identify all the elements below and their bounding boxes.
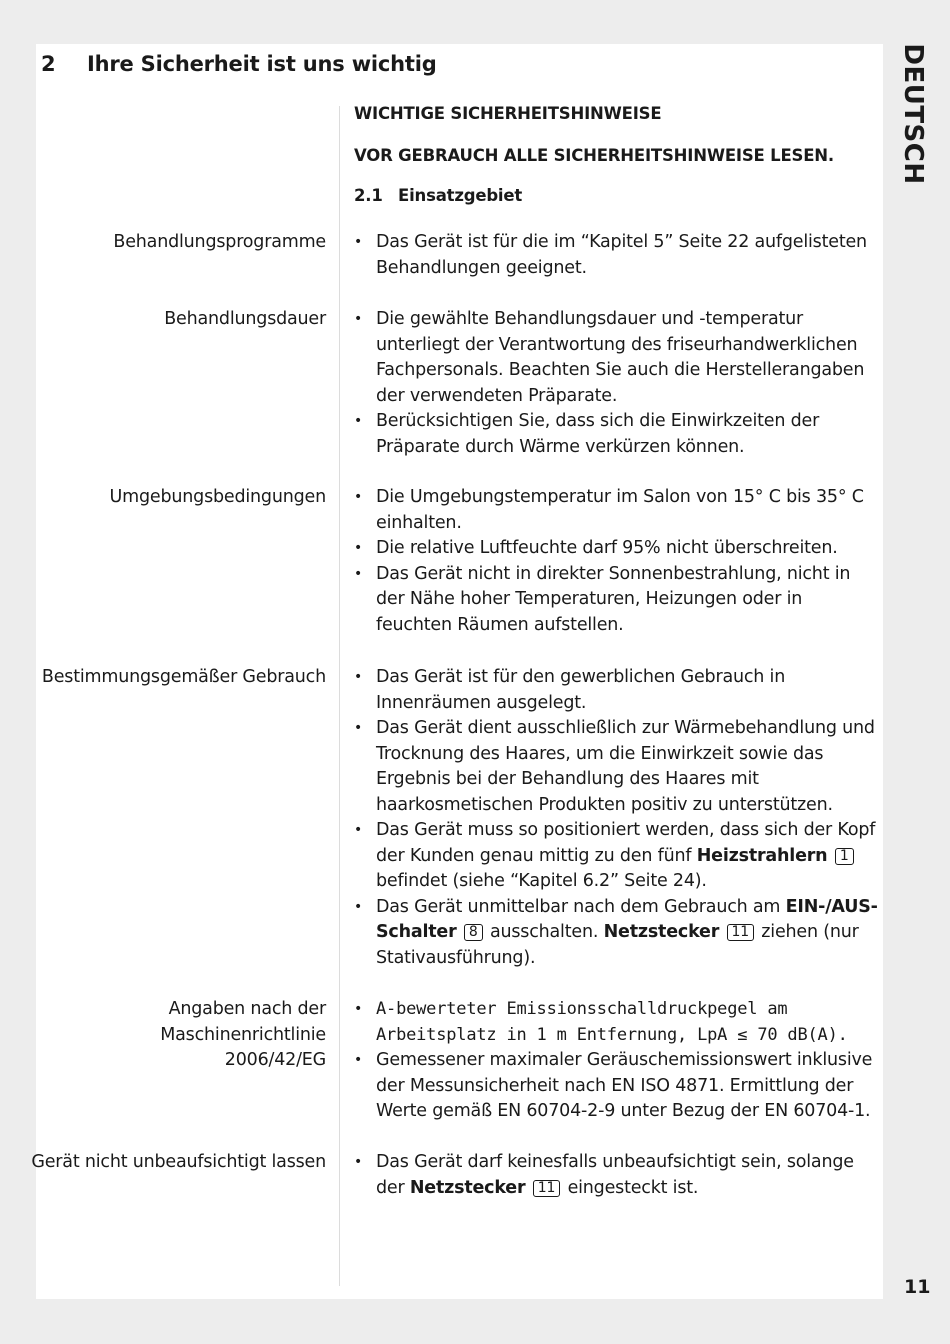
- list-item-switch: • Das Gerät unmittelbar nach dem Gebrauch am EIN-/AUS-Schalter 8 ausschalten. Netzstecker 11 ziehen (nur Stativausführung).: [354, 895, 879, 972]
- reference-number-badge: 11: [533, 1180, 560, 1197]
- term-netzstecker: Netzstecker: [409, 1177, 526, 1198]
- term-heizstrahlern: Heizstrahlern: [696, 845, 828, 866]
- language-label: DEUTSCH: [898, 42, 928, 185]
- section-number: 2.1: [354, 186, 383, 205]
- safety-heading: WICHTIGE SICHERHEITSHINWEISE: [354, 104, 662, 123]
- reference-number-badge: 8: [464, 924, 483, 941]
- list-item: • Das Gerät dient ausschließlich zur Wärmebehandlung und Trocknung des Haares, um die Einwirkzeit sowie das Ergebnis bei der Behandlung des Haares mit haarkosmetischen Produkten positiv zu unterstützen.: [354, 716, 879, 818]
- list-item: • Berücksichtigen Sie, dass sich die Einwirkzeiten der Präparate durch Wärme verkürzen können.: [354, 409, 879, 460]
- row-label-behandlungsprogramme: Behandlungsprogramme: [113, 232, 326, 252]
- row-content-umgebungsbedingungen: [354, 485, 879, 638]
- list-item: • Die Umgebungstemperatur im Salon von 15° C bis 35° C einhalten.: [354, 485, 879, 536]
- reference-number-badge: 11: [727, 924, 754, 941]
- list-item: • Die gewählte Behandlungsdauer und -temperatur unterliegt der Verantwortung des friseurhandwerklichen Fachpersonals. Beachten Sie auch die Herstellerangaben der verwendeten Präparate.: [354, 307, 879, 409]
- manual-page: [31, 44, 883, 1299]
- chapter-title: [41, 52, 437, 76]
- list-item: • Das Gerät nicht in direkter Sonnenbestrahlung, nicht in der Nähe hoher Temperaturen, Heizungen oder in feuchten Räumen aufstellen.: [354, 562, 879, 639]
- row-content-behandlungsprogramme: [354, 230, 879, 281]
- term-netzstecker: Netzstecker: [603, 922, 720, 942]
- row-content-bestimmungsgemaesser-gebrauch: [354, 665, 879, 971]
- row-label-umgebungsbedingungen: Umgebungsbedingungen: [109, 487, 326, 507]
- term-ein-aus-schalter: EIN-/AUS-Schalter: [376, 896, 878, 942]
- reference-number-badge: 1: [835, 848, 854, 865]
- row-label-maschinenrichtlinie: Angaben nach der Maschinenrichtlinie 2006/42/EG: [160, 999, 326, 1070]
- list-item: • A-bewerteter Emissionsschalldruckpegel am Arbeitsplatz in 1 m Entfernung, LpA ≤ 70 dB(A).: [354, 997, 879, 1048]
- chapter-title-text: Ihre Sicherheit ist uns wichtig: [87, 52, 437, 76]
- page-number: 11: [904, 1276, 931, 1298]
- section-title: [354, 186, 522, 205]
- row-content-unbeaufsichtigt: [354, 1150, 879, 1201]
- chapter-number: 2: [41, 52, 56, 76]
- list-item: • Die relative Luftfeuchte darf 95% nicht überschreiten.: [354, 536, 879, 562]
- list-item: • Das Gerät ist für die im “Kapitel 5” Seite 22 aufgelisteten Behandlungen geeignet.: [354, 230, 879, 281]
- row-content-behandlungsdauer: [354, 307, 879, 460]
- list-item-positioning: • Das Gerät muss so positioniert werden, dass sich der Kopf der Kunden genau mittig zu den fünf Heizstrahlern 1 befindet (siehe “Kapitel 6.2” Seite 24).: [354, 818, 879, 895]
- section-title-text: Einsatzgebiet: [398, 186, 523, 205]
- row-label-bestimmungsgemaesser-gebrauch: Bestimmungsgemäßer Gebrauch: [41, 667, 326, 687]
- row-content-maschinenrichtlinie: [354, 997, 879, 1125]
- row-label-unbeaufsichtigt: Gerät nicht unbeaufsichtigt lassen: [31, 1152, 326, 1172]
- list-item: • Gemessener maximaler Geräuschemissionswert inklusive der Messunsicherheit nach EN ISO 4871. Ermittlung der Werte gemäß EN 60704-2-9 unter Bezug der EN 60704-1.: [354, 1048, 879, 1125]
- column-divider: [339, 106, 340, 1286]
- read-instructions-heading: VOR GEBRAUCH ALLE SICHERHEITSHINWEISE LESEN.: [354, 146, 834, 165]
- list-item-unattended: • Das Gerät darf keinesfalls unbeaufsichtigt sein, solange der Netzstecker 11 eingesteckt ist.: [354, 1150, 879, 1201]
- list-item: • Das Gerät ist für den gewerblichen Gebrauch in Innenräumen ausgelegt.: [354, 665, 879, 716]
- row-label-behandlungsdauer: Behandlungsdauer: [164, 309, 326, 329]
- language-tab: [896, 42, 930, 185]
